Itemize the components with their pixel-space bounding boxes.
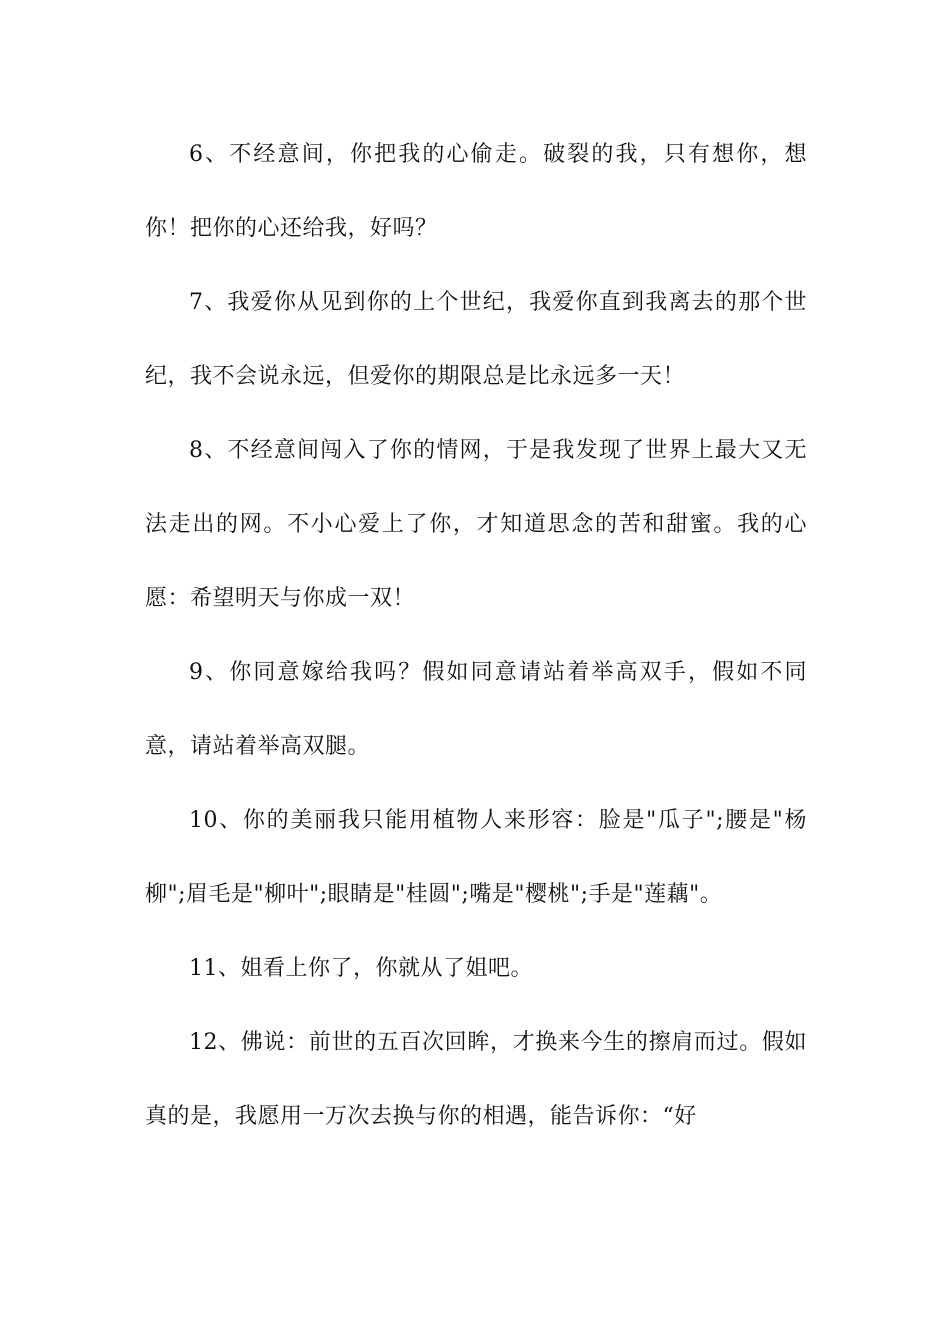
paragraph-8: 8、不经意间闯入了你的情网，于是我发现了世界上最大又无法走出的网。不小心爱上了你，才知道思念的苦和甜蜜。我的心愿：希望明天与你成一双！ [145, 438, 807, 611]
paragraph-11: 11、姐看上你了，你就从了姐吧。 [189, 956, 533, 981]
paragraph-9: 9、你同意嫁给我吗？假如同意请站着举高双手，假如不同意，请站着举高双腿。 [145, 660, 807, 759]
paragraph-12: 12、佛说：前世的五百次回眸，才换来今生的擦肩而过。假如真的是，我愿用一万次去换与你的相遇，能告诉你：“好 [145, 1030, 807, 1129]
paragraph-7: 7、我爱你从见到你的上个世纪，我爱你直到我离去的那个世纪，我不会说永远，但爱你的期限总是比永远多一天！ [145, 290, 807, 389]
paragraph-10: 10、你的美丽我只能用植物人来形容：脸是"瓜子";腰是"杨柳";眉毛是"柳叶";眼睛是"桂圆";嘴是"樱桃";手是"莲藕"。 [145, 808, 807, 907]
paragraph-6: 6、不经意间，你把我的心偷走。破裂的我，只有想你，想你！把你的心还给我，好吗？ [145, 142, 807, 241]
document-body [145, 118, 807, 1154]
